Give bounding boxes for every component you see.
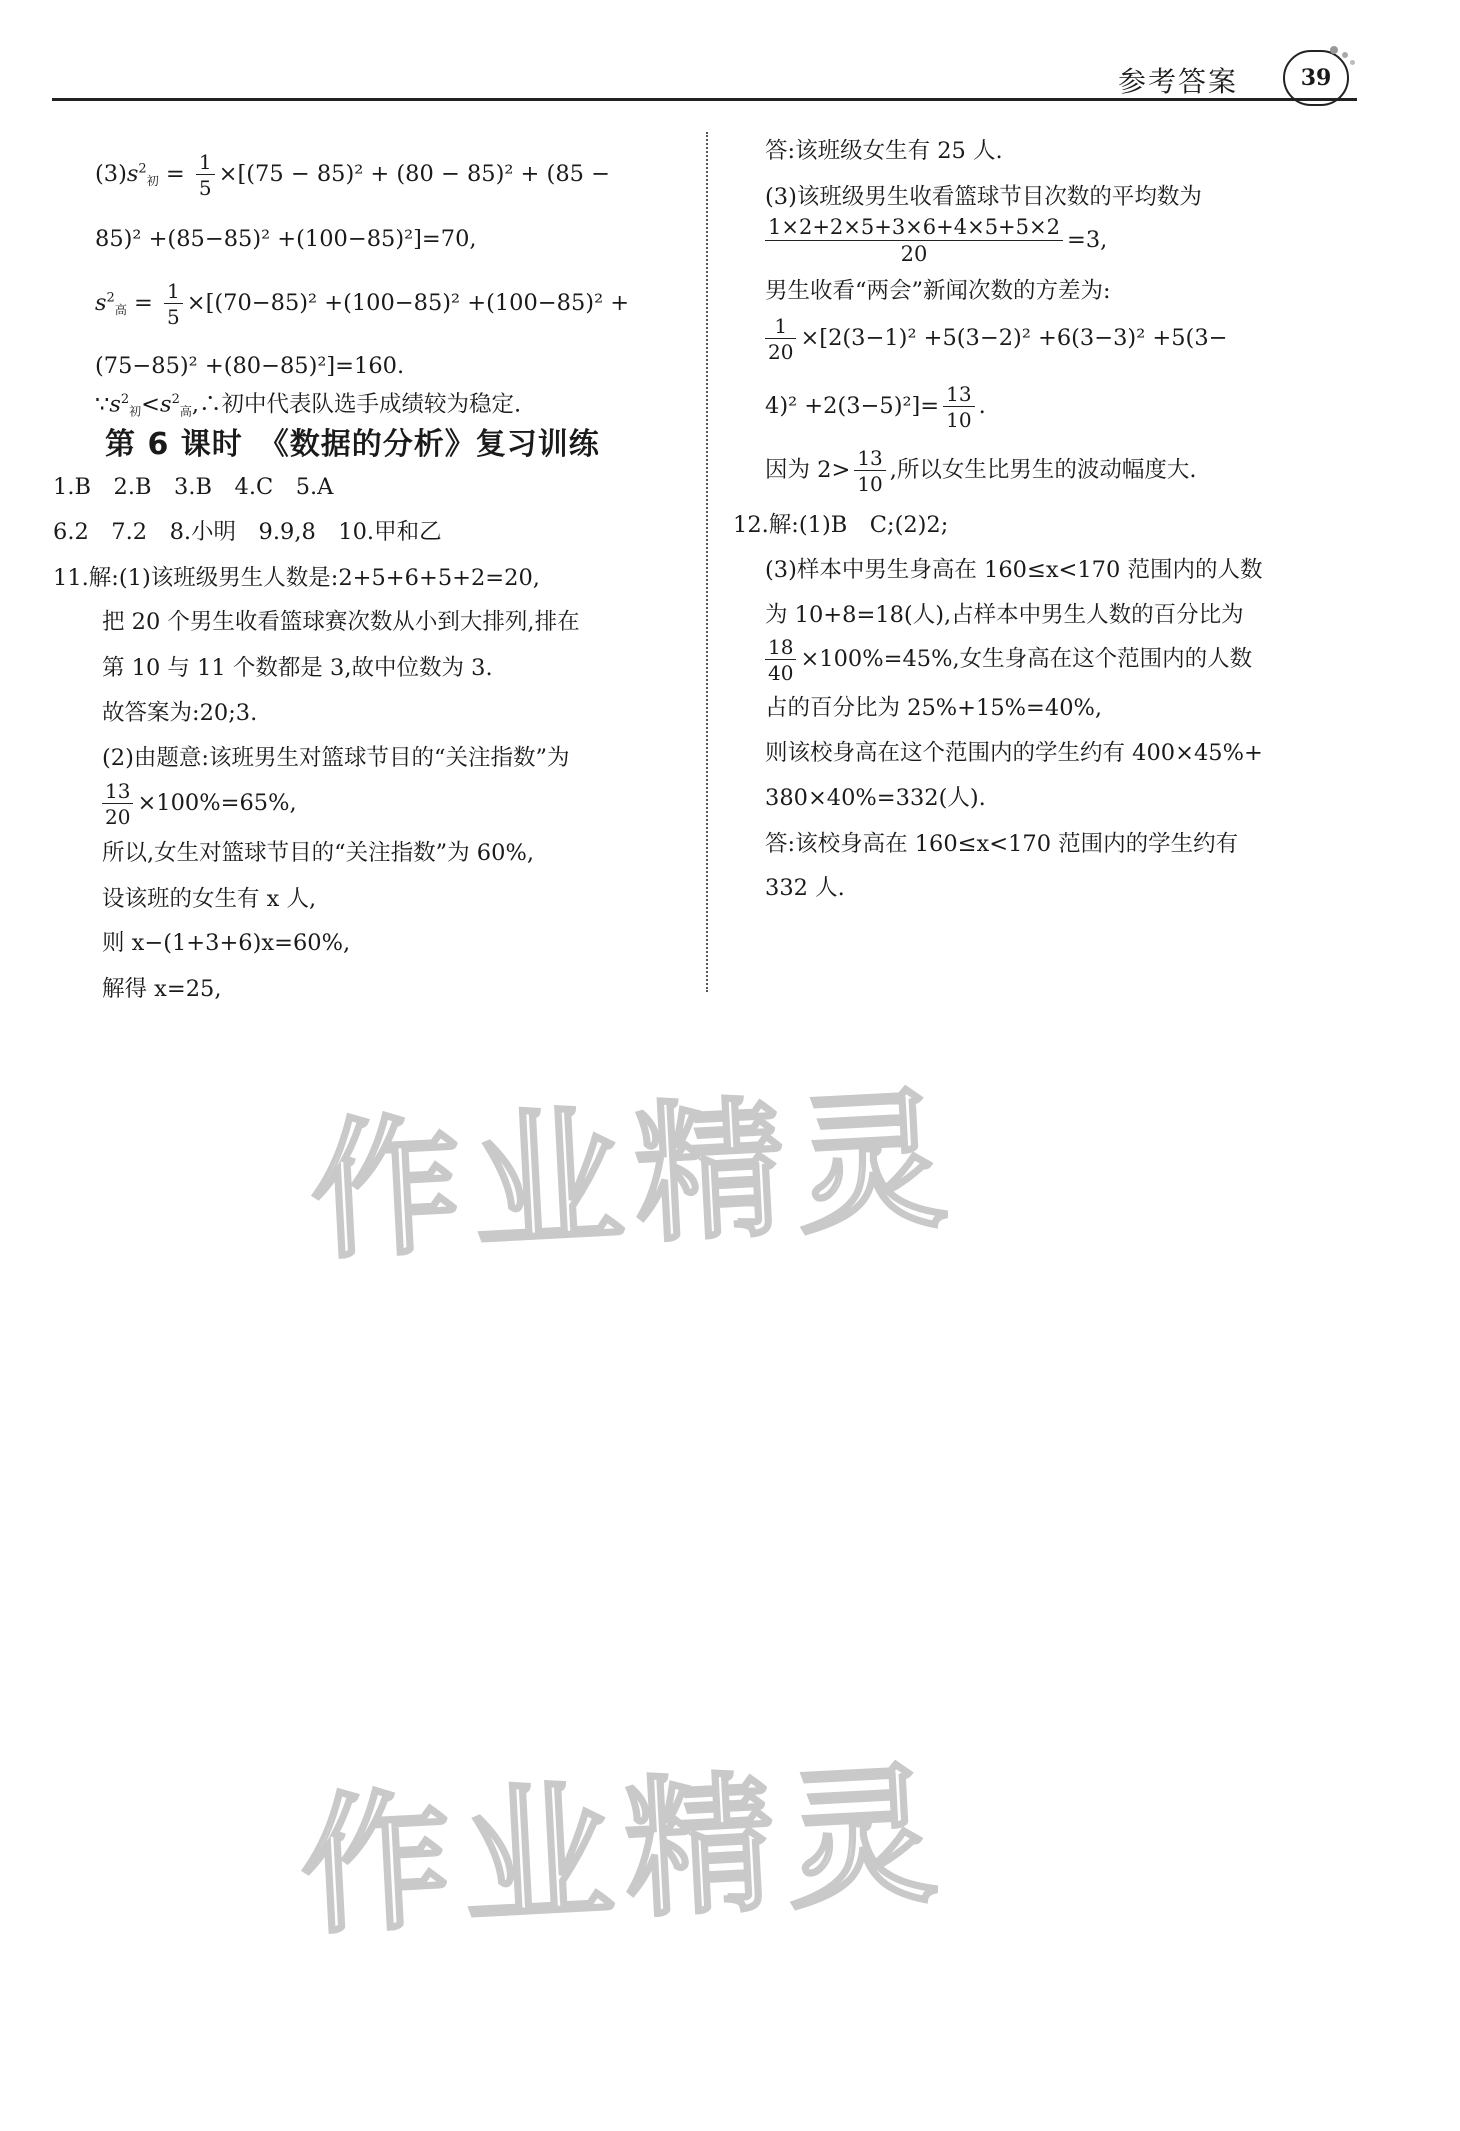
answer-line: $\frac{13}{20}$ ×100%=65%, bbox=[95, 781, 685, 827]
answer-line: 答:该校身高在 160≤x<170 范围内的学生约有 bbox=[765, 830, 1239, 857]
answer-line: 6.2 7.2 8.小明 9.9,8 10.甲和乙 bbox=[53, 519, 442, 545]
answer-line: 380×40%=332(人). bbox=[765, 785, 986, 811]
answer-line: $s^2$高 = $\frac{1}{5}$ ×[(70−85)² +(100−85)² +(100−85)² + bbox=[95, 278, 630, 329]
answer-line: 占的百分比为 25%+15%=40%, bbox=[765, 695, 1103, 721]
answer-line: (3)该班级男生收看篮球节目次数的平均数为 bbox=[765, 183, 1202, 210]
fraction: $\frac{18}{40}$ bbox=[765, 637, 796, 683]
answer-line: 男生收看“两会”新闻次数的方差为: bbox=[765, 278, 1111, 304]
fraction: $\frac{1}{5}$ bbox=[196, 152, 215, 198]
answer-line: $\frac{1\times 2+2\times 5+3\times 6+4\times 5+5\times 2}{20}$ =3, bbox=[765, 217, 1360, 265]
fraction: $\frac{13}{20}$ bbox=[102, 781, 133, 827]
answer-line: 把 20 个男生收看篮球赛次数从小到大排列,排在 bbox=[102, 609, 580, 635]
header-rule bbox=[52, 98, 1357, 101]
fraction: $\frac{1}{5}$ bbox=[164, 281, 183, 327]
answer-line: $\frac{1}{20}$ ×[2(3−1)² +5(3−2)² +6(3−3)² +5(3− bbox=[765, 316, 1360, 362]
answer-line: (2)由题意:该班男生对篮球节目的“关注指数”为 bbox=[102, 744, 570, 771]
answer-line: (3)样本中男生身高在 160≤x<170 范围内的人数 bbox=[765, 557, 1263, 583]
answer-line: 所以,女生对篮球节目的“关注指数”为 60%, bbox=[102, 840, 534, 866]
decorative-dot-icon bbox=[1342, 52, 1348, 58]
answer-line: 332 人. bbox=[765, 875, 845, 901]
answer-line: 85)² +(85−85)² +(100−85)²]=70, bbox=[95, 226, 477, 252]
answer-line: 为 10+8=18(人),占样本中男生人数的百分比为 bbox=[765, 601, 1244, 628]
answer-line: 答:该班级女生有 25 人. bbox=[765, 138, 1003, 164]
answer-line: $\frac{18}{40}$ ×100%=45%,女生身高在这个范围内的人数 bbox=[765, 637, 1360, 683]
column-divider bbox=[706, 132, 708, 992]
answer-line: 解得 x=25, bbox=[102, 975, 222, 1002]
lesson-title: 第 6 课时 《数据的分析》复习训练 bbox=[105, 426, 600, 462]
answer-line: 12.解:(1)B C;(2)2; bbox=[733, 511, 949, 538]
answer-line: 故答案为:20;3. bbox=[102, 700, 258, 726]
answer-line: 第 10 与 11 个数都是 3,故中位数为 3. bbox=[102, 654, 493, 681]
answer-line: 则 x−(1+3+6)x=60%, bbox=[102, 930, 351, 956]
fraction: $\frac{1\times 2+2\times 5+3\times 6+4\times 5+5\times 2}{20}$ bbox=[765, 217, 1063, 265]
left-column bbox=[53, 132, 685, 1002]
answer-line: 则该校身高在这个范围内的学生约有 400×45%+ bbox=[765, 739, 1263, 766]
fraction: $\frac{13}{10}$ bbox=[854, 448, 885, 494]
fraction: $\frac{13}{10}$ bbox=[943, 384, 974, 430]
fraction: $\frac{1}{20}$ bbox=[765, 316, 796, 362]
answer-line: $\because s^2$初$<s^2$高,∴初中代表队选手成绩较为稳定. bbox=[95, 391, 522, 419]
answer-line: 设该班的女生有 x 人, bbox=[102, 885, 317, 912]
answer-line: 1.B 2.B 3.B 4.C 5.A bbox=[53, 473, 334, 500]
answer-line: 因为 2> $\frac{13}{10}$ ,所以女生比男生的波动幅度大. bbox=[765, 445, 1197, 496]
answer-line: 4)² +2(3−5)²]= $\frac{13}{10}$ . bbox=[765, 381, 986, 432]
answer-line: (75−85)² +(80−85)²]=160. bbox=[95, 352, 405, 379]
decorative-dot-icon bbox=[1330, 46, 1338, 54]
right-column bbox=[733, 132, 1360, 901]
decorative-dot-icon bbox=[1350, 60, 1355, 65]
answer-line: $(3)s^2$初 = $\frac{1}{5}$ ×[(75 − 85)² + (80 − 85)² + (85 − bbox=[95, 150, 610, 200]
answer-line: 11.解:(1)该班级男生人数是:2+5+6+5+2=20, bbox=[53, 564, 540, 591]
watermark: 作业精灵 bbox=[296, 1748, 953, 1956]
header-title: 参考答案 bbox=[1118, 65, 1239, 98]
watermark: 作业精灵 bbox=[306, 1073, 963, 1281]
page-number: 39 bbox=[1300, 65, 1332, 91]
